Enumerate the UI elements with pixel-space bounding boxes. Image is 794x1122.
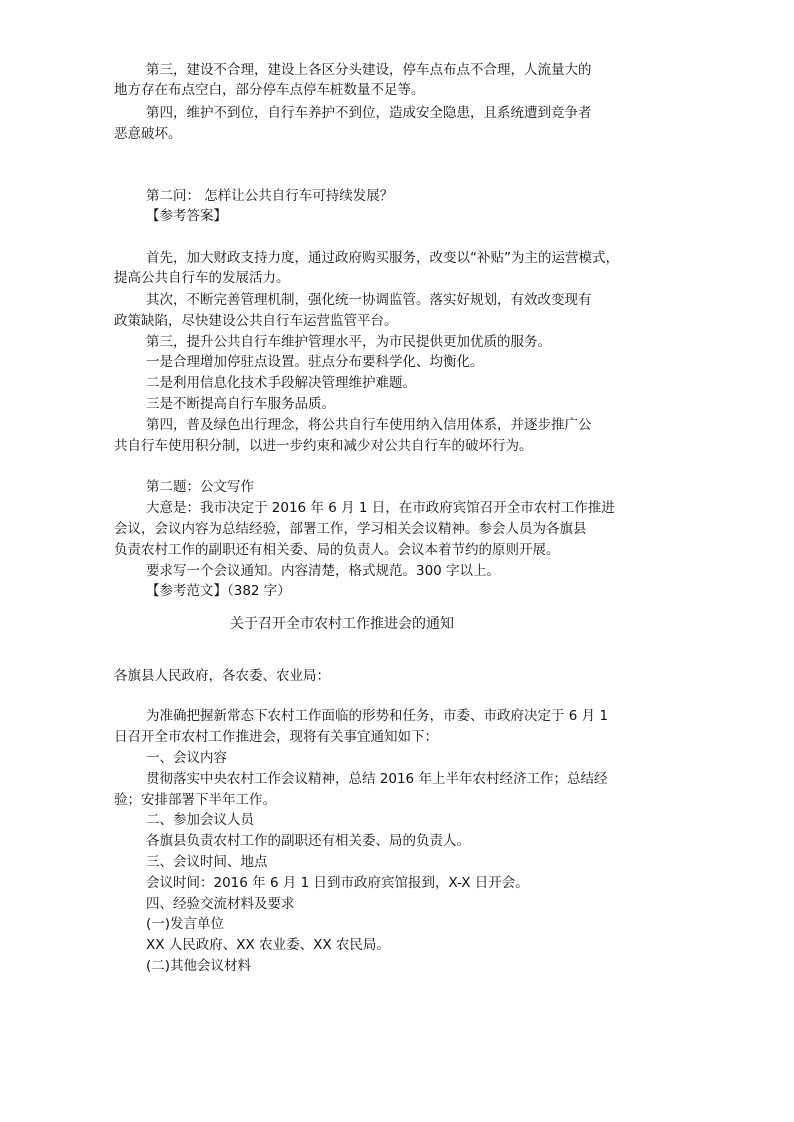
text-line: 第四，维护不到位，自行车养护不到位，造成安全隐患，且系统遭到竞争者 [146, 105, 592, 121]
text-line: 三是不断提高自行车服务品质。 [146, 396, 335, 412]
notice-title: 关于召开全市农村工作推进会的通知 [230, 616, 454, 632]
text-line: 其次，不断完善管理机制，强化统一协调监管。落实好规划，有效改变现有 [146, 292, 592, 308]
answer-heading: 【参考答案】 [146, 208, 227, 224]
section-heading: 第二题：公文写作 [146, 479, 254, 495]
text-line: 地方存在布点空白，部分停车点停车桩数量不足等。 [114, 82, 425, 98]
text-line: 负责农村工作的副职还有相关委、局的负责人。会议本着节约的原则开展。 [114, 542, 560, 558]
text-line: 提高公共自行车的发展活力。 [114, 270, 290, 286]
text-line: 一是合理增加停驻点设置。驻点分布要科学化、均衡化。 [146, 354, 484, 370]
sample-heading: 【参考范文】（382 字） [146, 583, 291, 599]
notice-section-heading: 一、会议内容 [146, 750, 227, 766]
question-heading: 第二问： 怎样让公共自行车可持续发展？ [146, 188, 394, 204]
notice-subsection-heading: (二)其他会议材料 [146, 958, 252, 974]
notice-recipients: 各旗县人民政府，各农委、农业局： [114, 668, 330, 684]
text-line: 共自行车使用积分制，以进一步约束和减少对公共自行车的破坏行为。 [114, 438, 533, 454]
notice-section-heading: 二、参加会议人员 [146, 812, 254, 828]
text-line: 首先，加大财政支持力度，通过政府购买服务，改变以“补贴”为主的运营模式， [146, 250, 619, 266]
text-line: 为准确把握新常态下农村工作面临的形势和任务，市委、市政府决定于 6 月 1 [146, 708, 609, 724]
text-line: 会议时间：2016 年 6 月 1 日到市政府宾馆报到，X-X 日开会。 [146, 875, 529, 891]
text-line: 各旗县负责农村工作的副职还有相关委、局的负责人。 [146, 833, 470, 849]
text-line: 要求写一个会议通知。内容清楚，格式规范。300 字以上。 [146, 563, 501, 579]
text-line: 验；安排部署下半年工作。 [114, 792, 276, 808]
text-line: 二是利用信息化技术手段解决管理维护难题。 [146, 375, 416, 391]
notice-section-heading: 三、会议时间、地点 [146, 854, 268, 870]
text-line: 恶意破坏。 [114, 126, 182, 142]
text-line: 大意是：我市决定于 2016 年 6 月 1 日，在市政府宾馆召开全市农村工作推进 [146, 500, 615, 516]
text-line: XX 人民政府、XX 农业委、XX 农民局。 [146, 937, 390, 953]
text-line: 会议，会议内容为总结经验，部署工作，学习相关会议精神。参会人员为各旗县 [114, 521, 587, 537]
notice-subsection-heading: (一)发言单位 [146, 916, 225, 932]
text-line: 日召开全市农村工作推进会，现将有关事宜通知如下： [114, 729, 438, 745]
text-line: 第三，建设不合理，建设上各区分头建设，停车点布点不合理，人流量大的 [146, 62, 592, 78]
notice-section-heading: 四、经验交流材料及要求 [146, 896, 295, 912]
text-line: 贯彻落实中央农村工作会议精神，总结 2016 年上半年农村经济工作；总结经 [146, 771, 608, 787]
text-line: 政策缺陷，尽快建设公共自行车运营监管平台。 [114, 313, 398, 329]
text-line: 第四，普及绿色出行理念，将公共自行车使用纳入信用体系，并逐步推广公 [146, 417, 592, 433]
text-line: 第三，提升公共自行车维护管理水平，为市民提供更加优质的服务。 [146, 334, 551, 350]
